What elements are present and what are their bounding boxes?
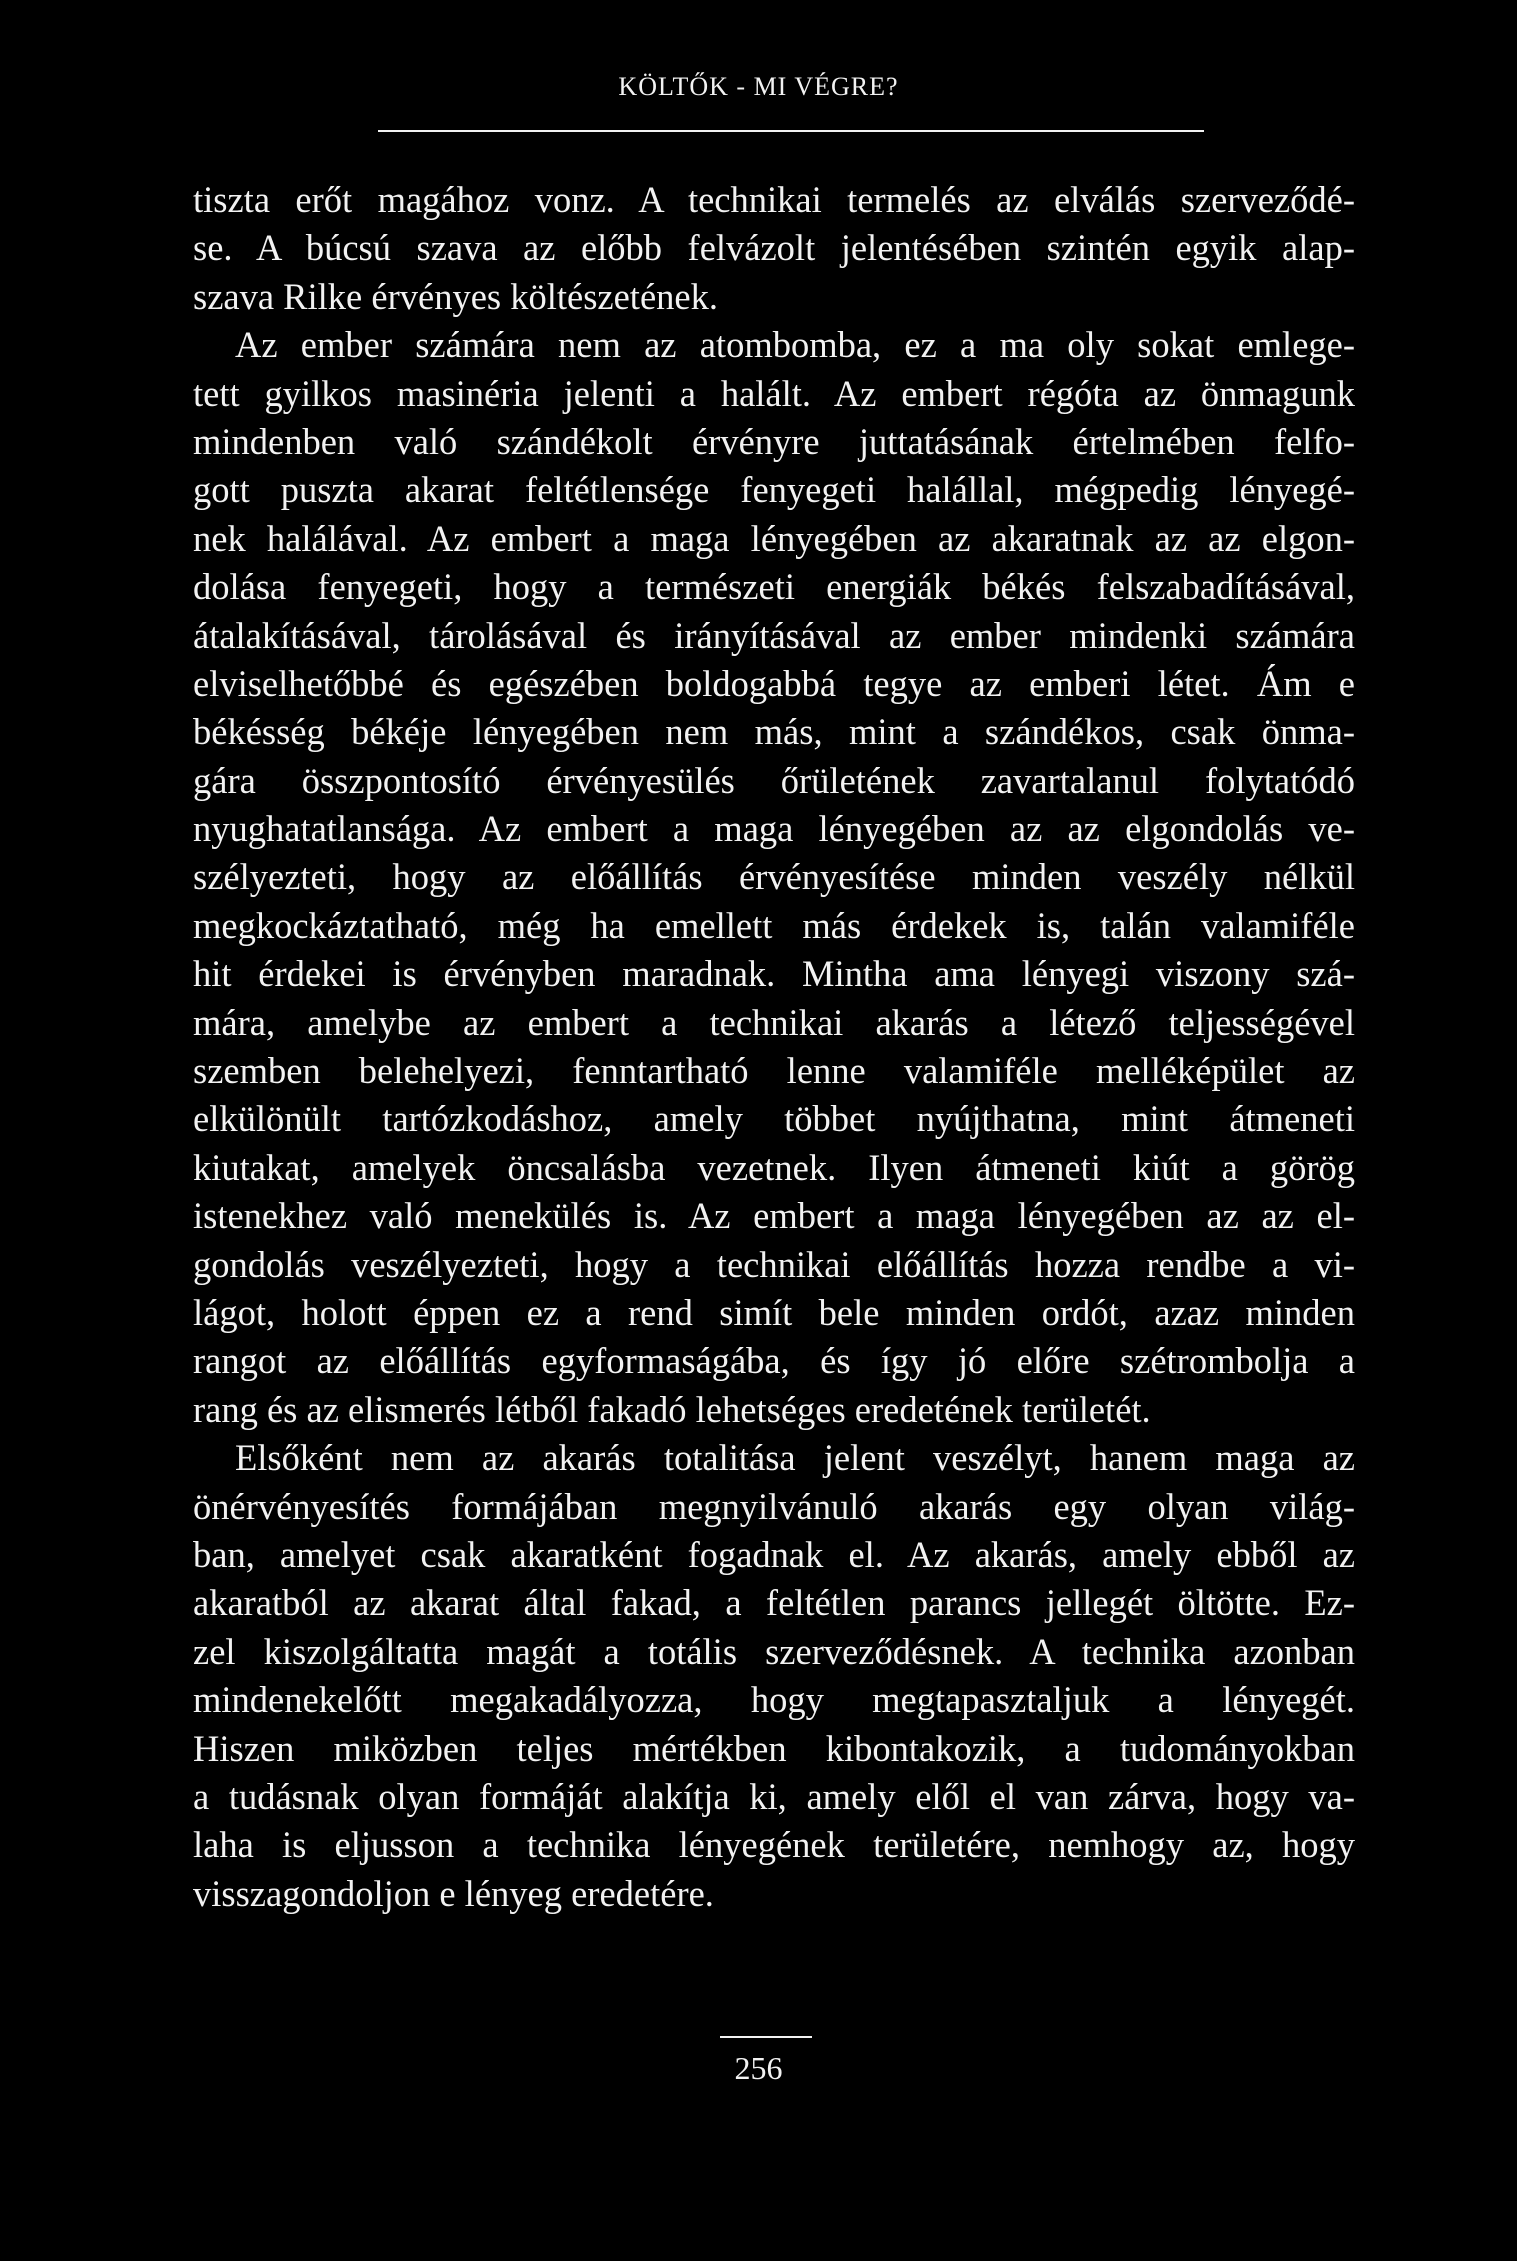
text-line: a tudásnak olyan formáját alakítja ki, amely elől el van zárva, hogy va- <box>193 1775 1355 1817</box>
text-line: mára, amelybe az embert a technikai akarás a létező teljességével <box>193 1001 1355 1043</box>
text-line: szélyezteti, hogy az előállítás érvényesítése minden veszély nélkül <box>193 856 1355 898</box>
text-line: békésség békéje lényegében nem más, mint a szándékos, csak önma- <box>193 711 1355 753</box>
text-line: hit érdekei is érvényben maradnak. Mintha ama lényegi viszony szá- <box>193 953 1355 995</box>
text-line: ban, amelyet csak akaratként fogadnak el. Az akarás, amely ebből az <box>193 1533 1355 1575</box>
body-text <box>193 176 1355 1918</box>
text-line: átalakításával, tárolásával és irányításával az ember mindenki számára <box>193 614 1355 656</box>
text-line: nek halálával. Az embert a maga lényegében az akaratnak az az elgon- <box>193 517 1355 559</box>
text-line: önérvényesítés formájában megnyilvánuló akarás egy olyan világ- <box>193 1485 1355 1527</box>
running-head: KÖLTŐK - MI VÉGRE? <box>618 72 899 101</box>
text-line: rang és az elismerés létből fakadó lehetséges eredetének területét. <box>193 1388 1151 1430</box>
text-line: kiutakat, amelyek öncsalásba vezetnek. Ilyen átmeneti kiút a görög <box>193 1146 1355 1188</box>
text-line: lágot, holott éppen ez a rend simít bele minden ordót, azaz minden <box>193 1291 1355 1333</box>
text-line: Az ember számára nem az atombomba, ez a ma oly sokat emlege- <box>235 324 1355 366</box>
text-line: laha is eljusson a technika lényegének területére, nemhogy az, hogy <box>193 1824 1355 1866</box>
header-rule <box>378 130 1204 132</box>
text-line: istenekhez való menekülés is. Az embert a maga lényegében az az el- <box>193 1195 1355 1237</box>
footer-rule <box>720 2036 812 2038</box>
text-line: gott puszta akarat feltétlensége fenyegeti halállal, mégpedig lényegé- <box>193 469 1355 511</box>
text-line: nyughatatlansága. Az embert a maga lényegében az az elgondolás ve- <box>193 808 1355 850</box>
text-line: gondolás veszélyezteti, hogy a technikai előállítás hozza rendbe a vi- <box>193 1243 1355 1285</box>
text-line: tett gyilkos masinéria jelenti a halált. Az embert régóta az önmagunk <box>193 372 1355 414</box>
text-line: mindenekelőtt megakadályozza, hogy megtapasztaljuk a lényegét. <box>193 1679 1355 1721</box>
text-line: rangot az előállítás egyformaságába, és így jó előre szétrombolja a <box>193 1340 1355 1382</box>
text-line: tiszta erőt magához vonz. A technikai termelés az elválás szerveződé- <box>193 179 1355 220</box>
text-line: elkülönült tartózkodáshoz, amely többet nyújthatna, mint átmeneti <box>193 1098 1355 1140</box>
text-line: szemben belehelyezi, fenntartható lenne valamiféle melléképület az <box>193 1050 1355 1092</box>
text-line: mindenben való szándékolt érvényre juttatásának értelmében felfo- <box>193 420 1355 462</box>
text-line: zel kiszolgáltatta magát a totális szerveződésnek. A technika azonban <box>193 1630 1355 1672</box>
text-line: visszagondoljon e lényeg eredetére. <box>193 1872 714 1914</box>
page-number: 256 <box>734 2050 783 2086</box>
text-line: dolása fenyegeti, hogy a természeti energiák békés felszabadításával, <box>193 566 1355 608</box>
text-line: szava Rilke érvényes költészetének. <box>193 275 718 317</box>
text-line: se. A búcsú szava az előbb felvázolt jelentésében szintén egyik alap- <box>193 227 1355 269</box>
text-line: akaratból az akarat által fakad, a feltétlen parancs jellegét öltötte. Ez- <box>193 1582 1355 1624</box>
text-line: elviselhetőbbé és egészében boldogabbá tegye az emberi létet. Ám e <box>193 662 1355 704</box>
text-line: Elsőként nem az akarás totalitása jelent veszélyt, hanem maga az <box>235 1437 1355 1479</box>
text-line: megkockáztatható, még ha emellett más érdekek is, talán valamiféle <box>193 904 1355 946</box>
text-line: Hiszen miközben teljes mértékben kibontakozik, a tudományokban <box>193 1727 1355 1769</box>
text-line: gára összpontosító érvényesülés őrületének zavartalanul folytatódó <box>193 759 1355 801</box>
